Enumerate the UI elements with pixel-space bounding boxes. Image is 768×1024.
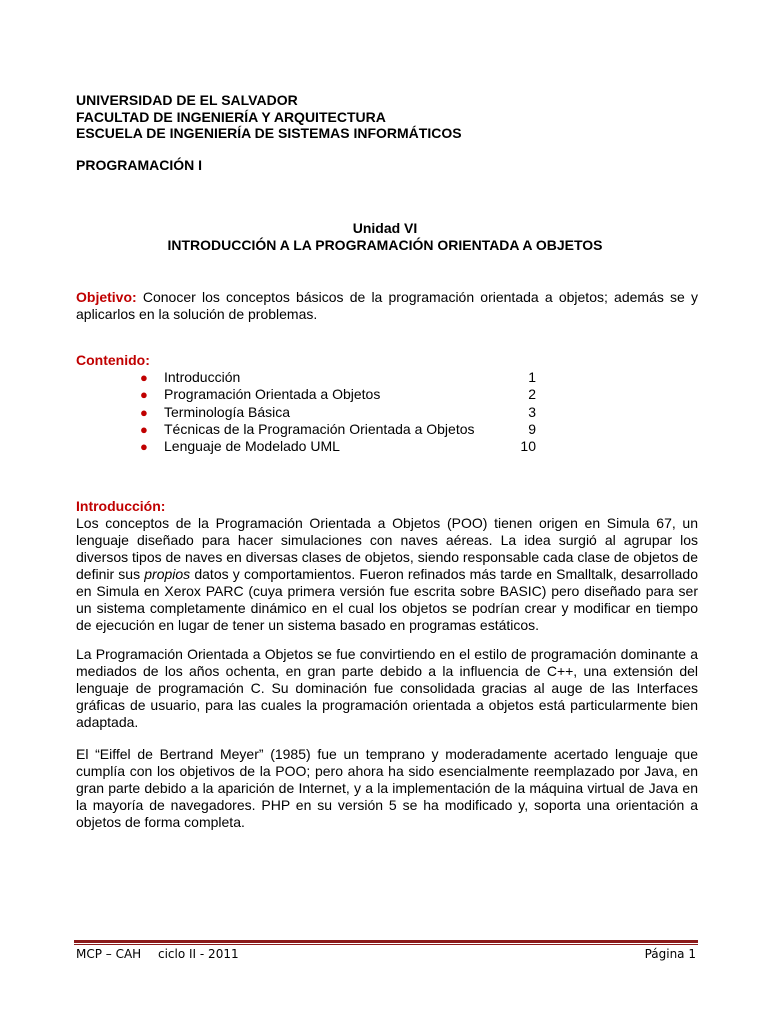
toc-item	[136, 404, 536, 421]
toc-item	[136, 438, 536, 455]
introduction-label: Introducción:	[76, 498, 166, 514]
toc-item-title: Técnicas de la Programación Orientada a Objetos	[164, 420, 475, 437]
paragraph-text: Los conceptos de la Programación Orientada a Objetos (POO) tienen origen en Simula 67, un lenguaje diseñado para hacer simulaciones con naves aéreas. La idea surgió al agrupar los diversos tipos de naves en diversas clases de objetos, siendo responsable cada clase de objetos de definir sus	[76, 515, 698, 582]
toc-item-title: Introducción	[164, 369, 241, 385]
toc-item-page: 2	[528, 386, 536, 403]
objective-paragraph	[76, 289, 698, 323]
institution-header	[76, 92, 462, 142]
toc-item-page: 3	[528, 403, 536, 420]
emphasis-text: propios	[144, 566, 191, 582]
bullet-icon: ●	[140, 421, 148, 437]
objective-label: Objetivo:	[76, 289, 137, 305]
introduction-paragraph-3: El “Eiffel de Bertrand Meyer” (1985) fue un temprano y moderadamente acertado lenguaje que cumplía con los objetivos de la POO; pero ahora ha sido esencialmente reemplazado por Java, en gran parte debido a la aparición de Internet, y a la implementación de la máquina virtual de Java en la mayoría de navegadores. PHP en su versión 5 se ha modificado y, soporta una orientación a objetos de forma completa.	[76, 746, 698, 830]
table-of-contents	[136, 369, 536, 455]
school-name: ESCUELA DE INGENIERÍA DE SISTEMAS INFORMÁTICOS	[76, 125, 462, 141]
toc-item	[136, 386, 536, 403]
objective-text: Conocer los conceptos básicos de la programación orientada a objetos; además se y aplicarlos en la solución de problemas.	[76, 289, 699, 322]
university-name: UNIVERSIDAD DE EL SALVADOR	[76, 92, 298, 108]
toc-item-title: Lenguaje de Modelado UML	[164, 438, 340, 455]
footer-rule-thin	[74, 944, 698, 945]
paragraph-text: datos y comportamientos. Fueron refinados más tarde en Smalltalk, desarrollado en Simula en Xerox PARC (cuya primera versión fue escrita sobre BASIC) pero diseñado para ser un sistema completamente dinámico en el cual los objetos se podrían crear y modificar en tiempo de ejecución en lugar de tener un sistema basado en programas estáticos.	[76, 566, 698, 633]
bullet-icon: ●	[140, 370, 148, 385]
introduction-paragraph-2: La Programación Orientada a Objetos se fue convirtiendo en el estilo de programación dominante a mediados de los años ochenta, en gran parte debido a la influencia de C++, una extensión del lenguaje de programación C. Su dominación fue consolidada gracias al auge de las Interfaces gráficas de usuario, para las cuales la programación orientada a objetos está particularmente bien adaptada.	[76, 646, 698, 730]
introduction-paragraph-1	[76, 515, 698, 634]
toc-item-page: 9	[528, 420, 536, 437]
contents-label: Contenido:	[76, 352, 150, 368]
toc-item-title: Programación Orientada a Objetos	[164, 386, 381, 403]
toc-item-title: Terminología Básica	[164, 403, 291, 420]
toc-item-page: 10	[520, 438, 536, 455]
toc-item	[136, 369, 536, 386]
footer-page-number: Página 1	[644, 947, 696, 961]
bullet-icon: ●	[140, 439, 148, 455]
footer-cycle: ciclo II - 2011	[158, 947, 239, 961]
toc-item-page: 1	[528, 369, 536, 385]
footer-rule	[74, 940, 698, 943]
unit-title: INTRODUCCIÓN A LA PROGRAMACIÓN ORIENTADA A OBJETOS	[167, 237, 603, 253]
unit-number: Unidad VI	[352, 220, 418, 236]
footer-authors: MCP – CAH	[76, 947, 142, 961]
faculty-name: FACULTAD DE INGENIERÍA Y ARQUITECTURA	[76, 108, 386, 125]
bullet-icon: ●	[140, 404, 148, 420]
course-title: PROGRAMACIÓN I	[76, 157, 202, 173]
unit-heading	[76, 220, 694, 254]
toc-item	[136, 421, 536, 438]
bullet-icon: ●	[140, 387, 148, 403]
